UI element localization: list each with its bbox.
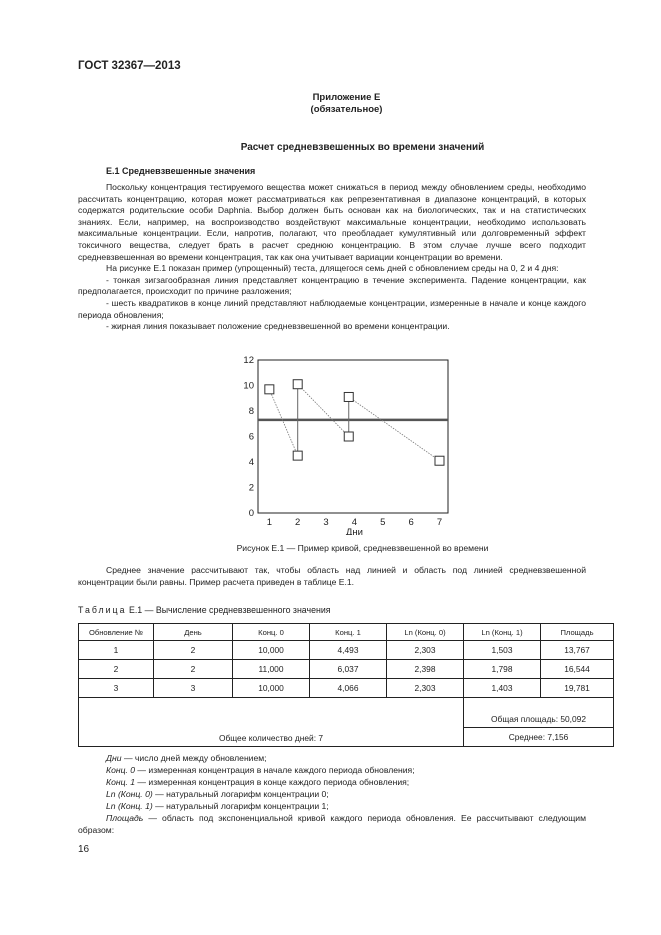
concentration-line [349,397,440,461]
total-days-cell [79,698,464,747]
table-cell: 6,037 [310,660,387,679]
bullet-3: - жирная линия показывает положение средневзвешенной во времени концентрации. [106,321,450,332]
data-point [344,392,353,401]
page-number: 16 [78,844,90,855]
concentration-line [269,389,297,455]
x-tick-label: 6 [408,517,414,528]
paragraph-3: Среднее значение рассчитывают так, чтобы область над линией и область под линией средневзвешенной концентрации были равны. Пример расчета приведен в таблице Е.1. [78,565,586,587]
figure-caption: Рисунок Е.1 — Пример кривой, средневзвешенной во времени [236,543,489,553]
legend-term: Конц. 1 [106,777,136,787]
y-tick-label: 8 [248,406,254,417]
legend-term: Конц. 0 [106,765,136,775]
legend-definitions [78,752,586,836]
col-header: Ln (Конц. 0) [387,624,464,641]
annex-heading [0,92,661,116]
table-cell: 4,493 [310,641,387,660]
col-header: Обновление № [79,624,154,641]
legend-item [106,764,586,776]
legend-term: Дни [106,753,122,763]
table-row [79,641,614,660]
table-cell: 3 [154,679,233,698]
y-tick-label: 0 [248,508,254,519]
legend-desc: — натуральный логарифм концентрации 0; [152,789,329,799]
table-cell: 2,303 [387,679,464,698]
annex-status: (обязательное) [310,104,383,115]
legend-term: Ln (Конц. 0) [106,789,153,799]
total-days: Общее количество дней: 7 [218,733,324,743]
legend-item [106,788,586,800]
table-cell: 2,398 [387,660,464,679]
col-header: Площадь [541,624,614,641]
y-tick-label: 2 [248,482,254,494]
total-area-cell [464,698,614,728]
legend-item [106,776,586,788]
table-cell: 2 [154,660,233,679]
table-row [79,660,614,679]
table-header-row [79,624,614,641]
legend-item [106,752,586,764]
col-header: Ln (Конц. 1) [464,624,541,641]
table-cell: 13,767 [541,641,614,660]
body-text [78,182,586,333]
data-point [344,432,353,441]
standard-number: ГОСТ 32367—2013 [78,60,181,72]
table-caption-prefix: Таблица [78,605,127,615]
table-cell: 2 [79,660,154,679]
data-point [293,380,302,389]
table-cell: 1,503 [464,641,541,660]
bullet-1: - тонкая зигзагообразная линия представляет концентрацию в течение эксперимента. Падение концентрации, как предполагается, происходит по причине разложения; [78,274,586,297]
table-cell: 10,000 [233,679,310,698]
bullet-2: - шесть квадратиков в конце линий представляют наблюдаемые концентрации, измеренные в начале и конце каждого периода обновления; [78,297,586,320]
table-cell: 1 [79,641,154,660]
twa-chart [230,350,460,535]
table-cell: 19,781 [541,679,614,698]
table-caption [78,605,331,615]
x-tick-label: 4 [351,517,358,528]
x-tick-label: 2 [295,517,301,528]
x-tick-label: 3 [323,517,329,528]
legend-item [106,800,586,812]
legend-term: Площадь [106,813,144,823]
y-tick-label: 4 [248,457,254,468]
total-area: Общая площадь: 50,092 [491,714,586,724]
col-header: Конц. 0 [233,624,310,641]
twa-table [78,623,614,747]
subsection-heading: Е.1 Средневзвешенные значения [106,166,256,176]
legend-term: Ln (Конц. 1) [106,801,153,811]
x-tick-label: 5 [380,517,386,528]
body-text-2 [78,565,586,588]
table-cell: 10,000 [233,641,310,660]
y-tick-label: 10 [243,380,254,392]
x-tick-label: 1 [266,517,272,528]
y-tick-label: 12 [243,355,254,366]
average-cell [464,728,614,747]
average: Среднее: 7,156 [508,732,569,742]
data-point [293,451,302,460]
data-point [265,385,274,394]
y-tick-label: 6 [248,431,254,443]
table-cell: 2 [154,641,233,660]
col-header: Конц. 1 [310,624,387,641]
table-cell: 16,544 [541,660,614,679]
table-cell: 2,303 [387,641,464,660]
table-cell: 11,000 [233,660,310,679]
table-caption-text: Е.1 — Вычисление средневзвешенного значения [128,605,331,615]
data-point [435,456,444,465]
table-cell: 3 [79,679,154,698]
legend-item [78,812,586,836]
table-row [79,679,614,698]
figure-e1 [230,350,460,535]
paragraph-1: Поскольку концентрация тестируемого вещества может снижаться в период между обновлением среды, необходимо рассчитать концентрацию, которая может рассматриваться как репрезентативная в диапазоне концентраций, в которых содержатся родительские особи Daphnia. Выбор должен быть основан как на биологических, так и на статистических знаниях. Если, например, на воспроизводство воздействуют максимальные концентрации, необходимо использовать максимальные концентрации. Если, напротив, полагают, что преобладает кумулятивный или долговременный эффект токсичного вещества, следует брать в расчет среднюю концентрацию. В этом случае лучше всего подходит средневзвешенная во времени концентрация, так как она учитывает вариации концентрации во времени. [78,182,586,262]
legend-desc: — область под экспоненциальной кривой каждого периода обновления. Ее рассчитывают следующим образом: [78,813,586,835]
legend-desc: — число дней между обновлением; [121,753,267,763]
table-summary-row [79,698,614,728]
col-header: День [154,624,233,641]
section-title: Расчет средневзвешенных во времени значений [240,142,485,153]
legend-desc: — измеренная концентрация в конце каждого периода обновления; [135,777,410,787]
legend-desc: — натуральный логарифм концентрации 1; [152,801,329,811]
legend-desc: — измеренная концентрация в начале каждого периода обновления; [135,765,415,775]
annex-title: Приложение Е [312,92,381,103]
table-cell: 1,403 [464,679,541,698]
table-cell: 4,066 [310,679,387,698]
concentration-line [298,384,349,436]
paragraph-2: На рисунке Е.1 показан пример (упрощенный) теста, длящегося семь дней с обновлением среды на 0, 2 и 4 дня: [106,263,559,274]
x-axis-label: Дни [345,527,363,535]
table-cell: 1,798 [464,660,541,679]
x-tick-label: 7 [436,517,443,528]
